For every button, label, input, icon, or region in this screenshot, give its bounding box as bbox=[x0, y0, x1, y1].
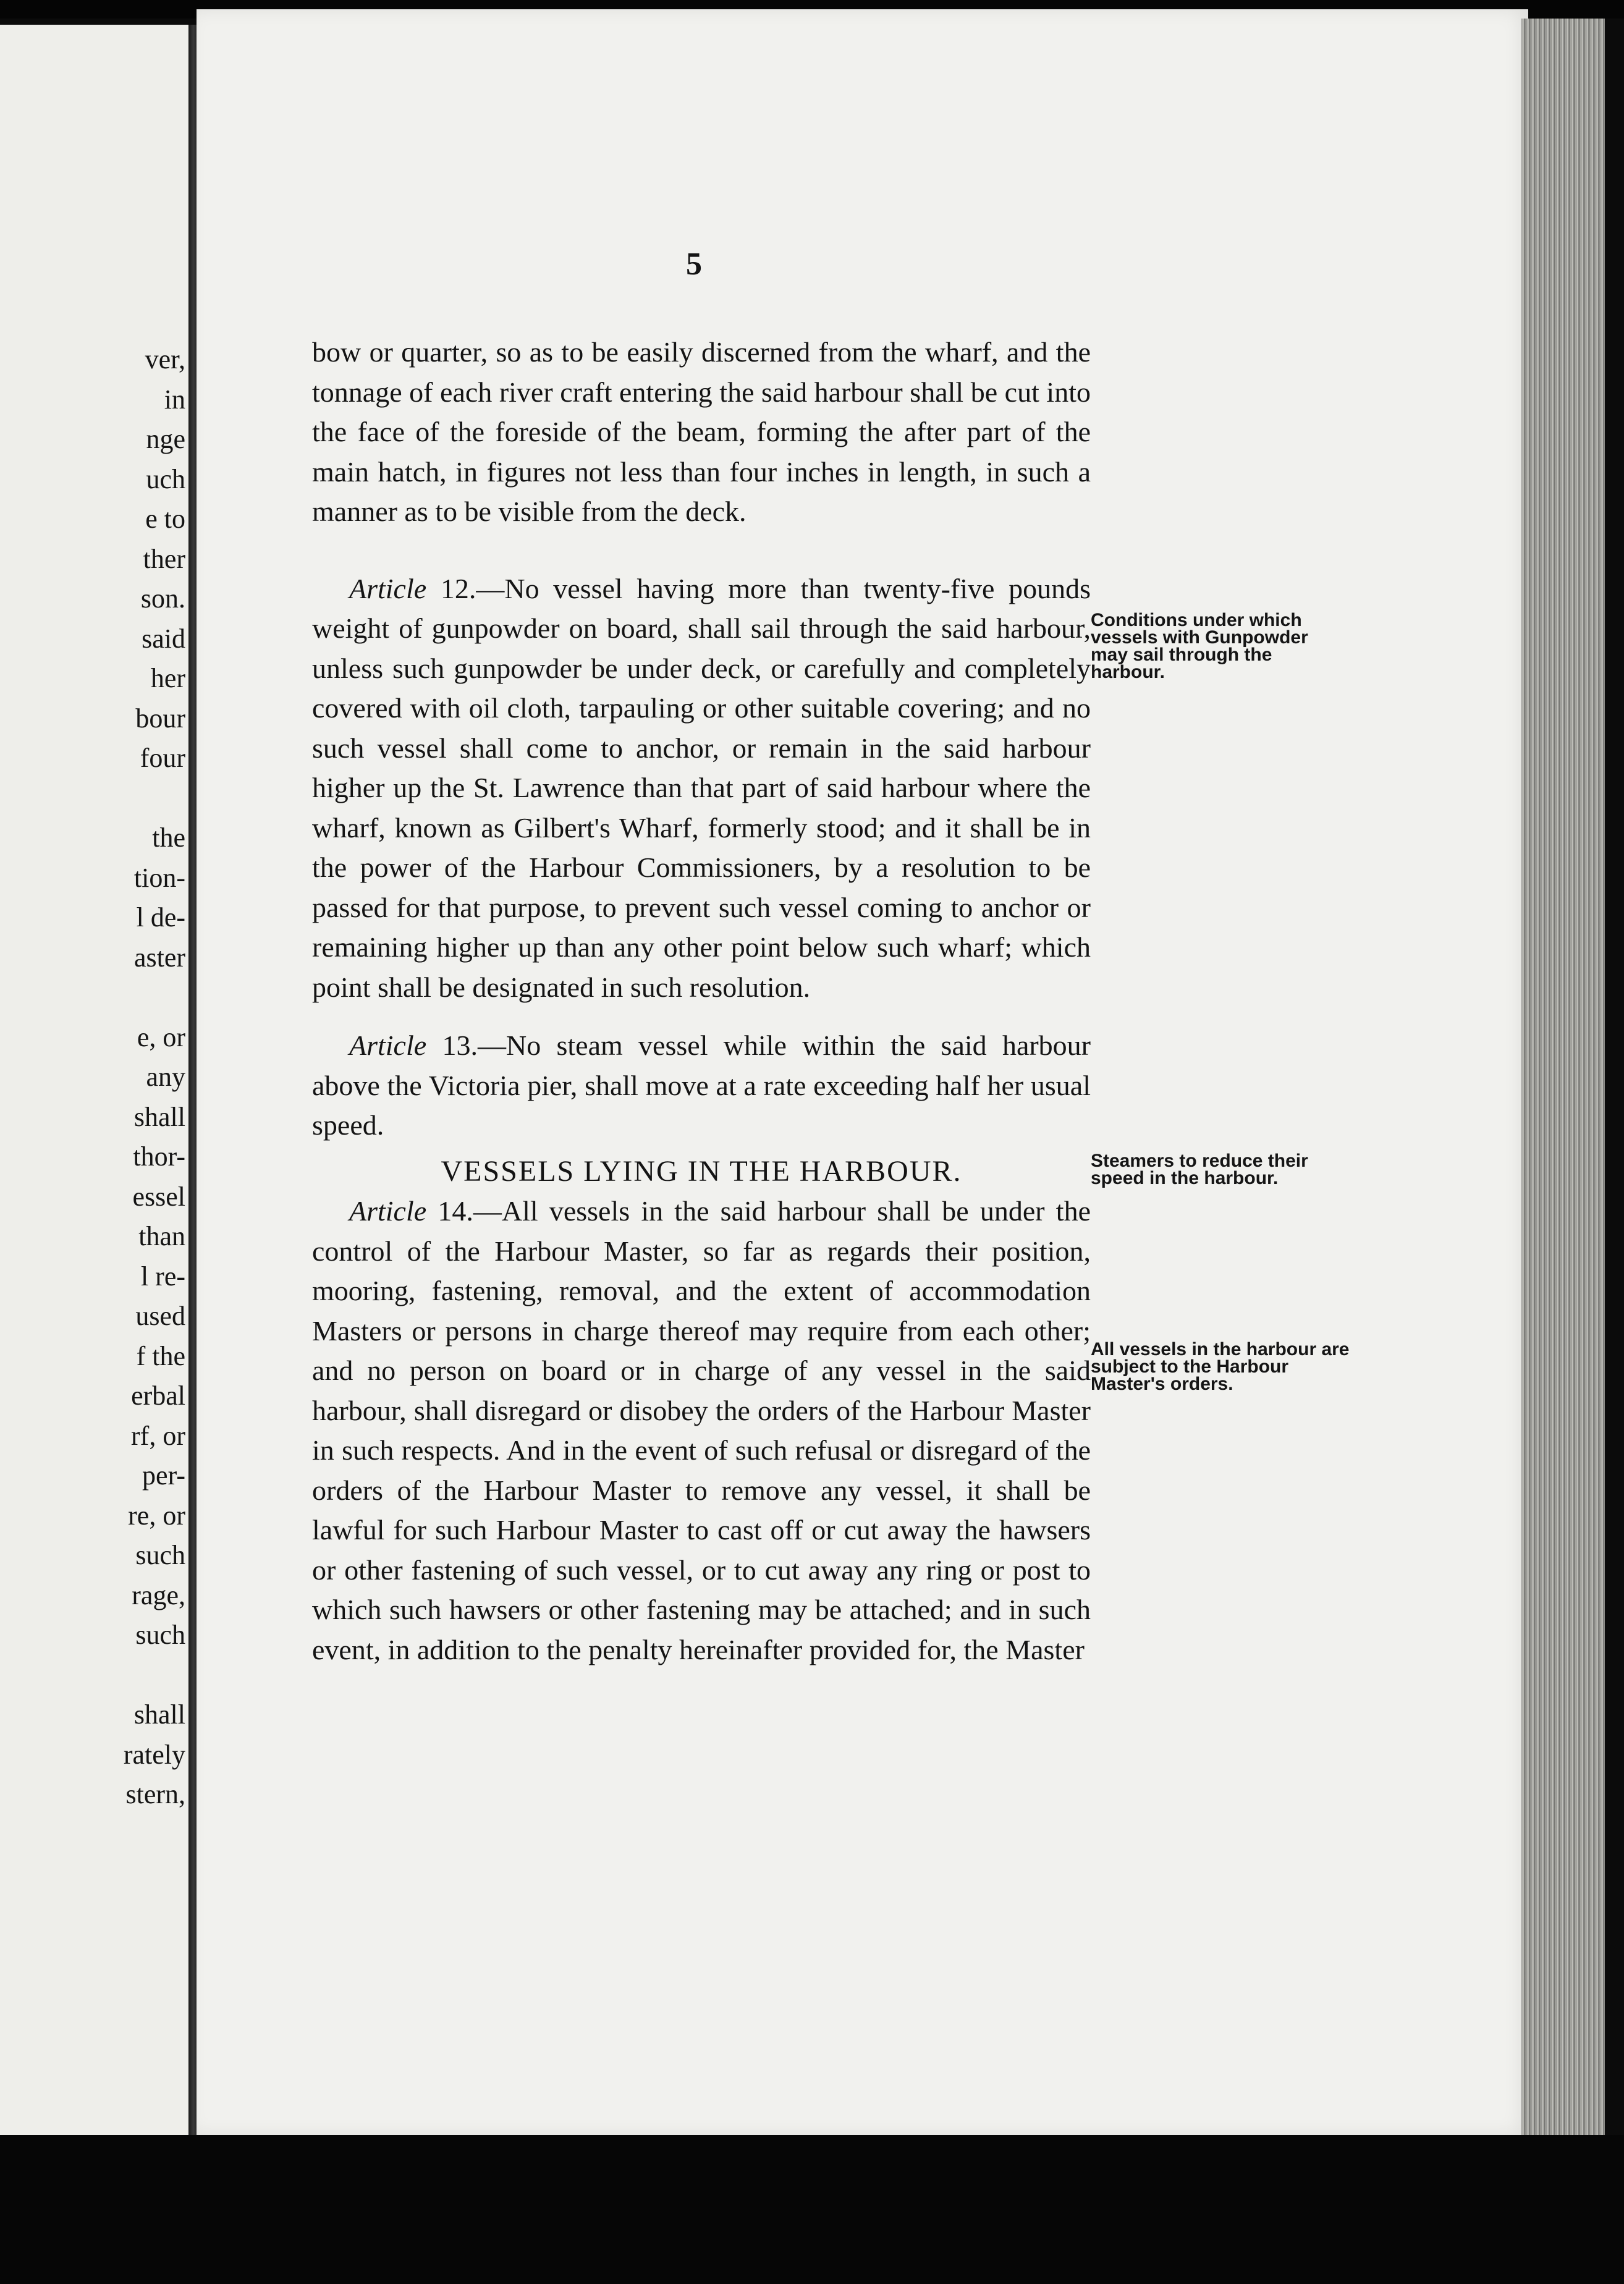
facing-page-line: any bbox=[146, 1062, 185, 1092]
facing-page-line: rage, bbox=[132, 1580, 185, 1610]
section-heading: VESSELS LYING IN THE HARBOUR. bbox=[441, 1154, 962, 1188]
facing-page-line: tion- bbox=[133, 862, 185, 893]
facing-page-line: l de- bbox=[136, 902, 185, 933]
page-number: 5 bbox=[686, 247, 702, 282]
facing-page-line: shall bbox=[133, 1699, 185, 1730]
facing-page-line: nge bbox=[146, 424, 185, 454]
facing-page-line: ver, bbox=[145, 344, 185, 374]
article-12-text: 12.—No vessel having more than twenty-five pounds weight of gunpowder on board, shall sail through the said harbour, unless such gunpowder be under deck, or carefully and completely covered with oil cloth, tarpauling or other suitable covering; and no such vessel shall come to anchor, or remain in the said harbour higher up the St. Lawrence than that part of said harbour where the wharf, known as Gilbert's Wharf, formerly stood; and it shall be in the power of the Harbour Commissioners, by a resolution to be passed for that purpose, to prevent such vessel coming to anchor or remaining higher up than any other point below such wharf; which point shall be designated in such resolution. bbox=[312, 572, 1091, 1003]
facing-page-line: rf, or bbox=[131, 1420, 185, 1451]
facing-page-line: rately bbox=[123, 1739, 185, 1770]
margin-note-gunpowder: Conditions under which vessels with Gunpowder may sail through the harbour. bbox=[1091, 610, 1308, 682]
facing-page-line: son. bbox=[140, 583, 185, 614]
facing-page-line: four bbox=[140, 743, 185, 773]
facing-page-line: uch bbox=[146, 463, 185, 494]
article-13-text: 13.—No steam vessel while within the said harbour above the Victoria pier, shall move at a rate exceeding half her usual speed. bbox=[312, 1030, 1091, 1141]
facing-page-line: stern, bbox=[125, 1779, 185, 1809]
article-14-text: 14.—All vessels in the said harbour shall be under the control of the Harbour Master, so far as regards their position, mooring, fastening, removal, and the extent of accommodation Masters or persons in charge thereof may require from each other; and no person on board or in charge of any vessel in the said harbour, shall disregard or disobey the orders of the Harbour Master in such respects. And in the event of such refusal or disregard of the orders of the Harbour Master to remove any vessel, it shall be lawful for such Harbour Master to cast off or cut away the hawsers or other fastening of such vessel, or to cut away any ring or post to which such hawsers or other fastening may be attached; and in such event, in addition to the penalty hereinafter provided for, the Master bbox=[312, 1195, 1091, 1665]
facing-page-line: ther bbox=[143, 543, 185, 574]
facing-page-line: e, or bbox=[137, 1021, 185, 1052]
article-14 bbox=[312, 1191, 1091, 1670]
facing-page-line: used bbox=[135, 1301, 185, 1331]
facing-page-line: bour bbox=[135, 703, 185, 734]
facing-page-line: in bbox=[164, 384, 185, 415]
article-label: Article bbox=[349, 1195, 427, 1227]
facing-page-line: erbal bbox=[131, 1381, 185, 1411]
facing-page-line: thor- bbox=[133, 1141, 185, 1172]
facing-page-line: re, or bbox=[128, 1500, 185, 1531]
page-edges bbox=[1521, 19, 1605, 2151]
facing-page-line: such bbox=[135, 1540, 185, 1570]
margin-note-harbour-master: All vessels in the harbour are subject to the Harbour Master's orders. bbox=[1091, 1339, 1350, 1394]
facing-page-line: said bbox=[142, 623, 185, 654]
facing-page-line: essel bbox=[132, 1181, 185, 1212]
paragraph-continuation: bow or quarter, so as to be easily discerned from the wharf, and the tonnage of each river craft entering the said harbour shall be cut into the face of the foreside of the beam, forming the after part of the main hatch, in figures not less than four inches in length, in such a manner as to be visible from the deck. bbox=[312, 336, 1091, 527]
facing-page-line: her bbox=[150, 663, 185, 693]
article-label: Article bbox=[349, 572, 427, 604]
facing-page-fragment bbox=[0, 25, 188, 2138]
body-text bbox=[312, 332, 1091, 1670]
facing-page-line: aster bbox=[133, 942, 185, 973]
facing-page-line: such bbox=[135, 1620, 185, 1650]
article-label: Article bbox=[349, 1030, 427, 1061]
facing-page-line: than bbox=[138, 1221, 185, 1251]
scan-border-bottom bbox=[0, 2135, 1624, 2284]
article-13 bbox=[312, 1026, 1091, 1146]
margin-note-steamers: Steamers to reduce their speed in the harbour. bbox=[1091, 1151, 1308, 1188]
article-12 bbox=[312, 569, 1091, 1008]
facing-page-line: shall bbox=[133, 1101, 185, 1132]
facing-page-line: f the bbox=[136, 1340, 185, 1371]
facing-page-line: l re- bbox=[140, 1261, 185, 1292]
facing-page-line: per- bbox=[142, 1460, 185, 1491]
facing-page-line: e to bbox=[145, 504, 185, 534]
facing-page-line: the bbox=[152, 823, 185, 853]
